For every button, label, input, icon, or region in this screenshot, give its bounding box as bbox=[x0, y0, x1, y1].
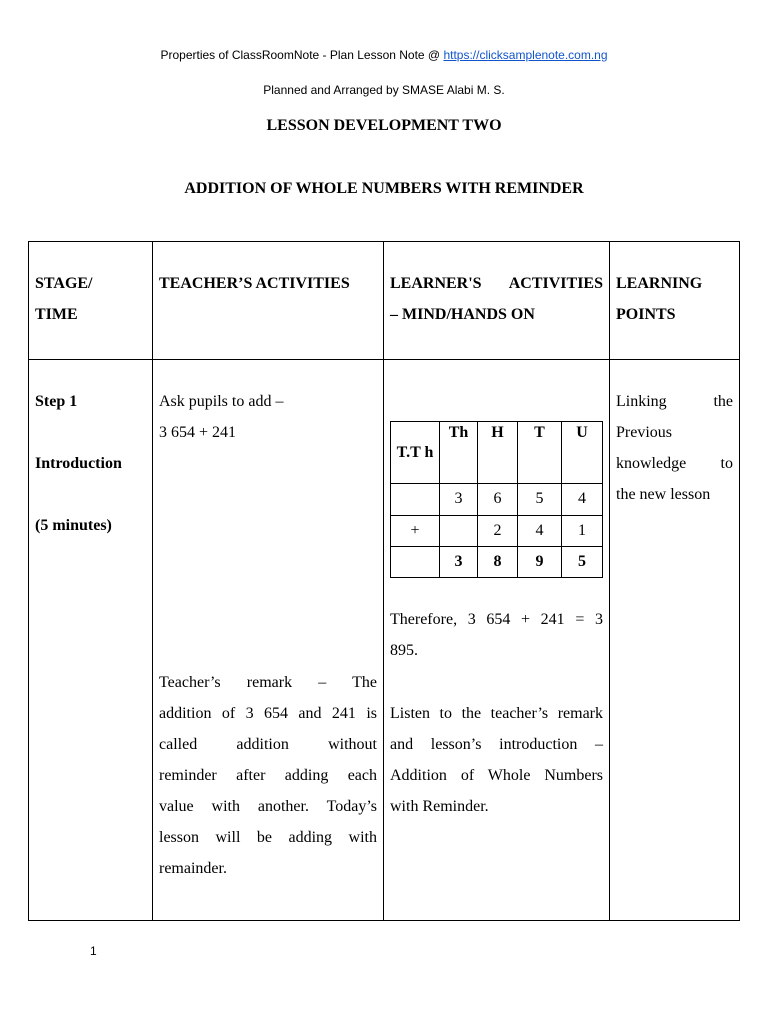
stage-time: (5 minutes) bbox=[35, 517, 112, 534]
header-time: TIME bbox=[35, 306, 78, 323]
header-stage: STAGE/ bbox=[35, 275, 93, 292]
topic-title: ADDITION OF WHOLE NUMBERS WITH REMINDER bbox=[184, 180, 584, 197]
listen-line: Listen to the teacher’s remark bbox=[390, 705, 603, 722]
teacher-task-line2: 3 654 + 241 bbox=[159, 424, 237, 441]
header-link[interactable]: https://clicksamplenote.com.ng bbox=[443, 48, 608, 62]
header-learner-line1: LEARNER'S ACTIVITIES bbox=[390, 275, 603, 292]
lesson-table bbox=[28, 241, 740, 921]
document-header-line1 bbox=[0, 48, 768, 62]
place-value-cell bbox=[391, 484, 440, 515]
points-line: Previous bbox=[616, 424, 672, 441]
place-value-cell bbox=[391, 546, 440, 577]
header-points-line2: POINTS bbox=[616, 306, 676, 323]
teacher-remark bbox=[159, 667, 377, 884]
place-value-cell: 2 bbox=[478, 515, 518, 546]
place-value-cell: 3 bbox=[440, 484, 478, 515]
header-learner-line2: – MIND/HANDS ON bbox=[390, 306, 535, 323]
place-value-cell: 4 bbox=[562, 484, 603, 515]
place-value-row bbox=[391, 515, 603, 546]
listen-line: and lesson’s introduction – bbox=[390, 736, 603, 753]
header-points bbox=[616, 268, 702, 330]
header-learner bbox=[390, 268, 603, 330]
listen-line: with Reminder. bbox=[390, 798, 489, 815]
place-value-cell: 5 bbox=[562, 546, 603, 577]
header-stage-time bbox=[35, 268, 93, 330]
column-divider bbox=[152, 241, 153, 921]
place-value-header: T bbox=[518, 422, 562, 484]
place-value-cell: 9 bbox=[518, 546, 562, 577]
place-value-header: H bbox=[478, 422, 518, 484]
page-number: 1 bbox=[90, 944, 97, 958]
place-value-header: Th bbox=[440, 422, 478, 484]
header-row-divider bbox=[28, 359, 740, 360]
remark-line: called addition without bbox=[159, 736, 377, 753]
header-teacher: TEACHER’S ACTIVITIES bbox=[159, 275, 350, 292]
learner-listen bbox=[390, 698, 603, 822]
place-value-cell: 3 bbox=[440, 546, 478, 577]
remark-line: remainder. bbox=[159, 860, 227, 877]
remark-line: Teacher’s remark – The bbox=[159, 674, 377, 691]
stage-step: Step 1 bbox=[35, 393, 78, 410]
learner-therefore bbox=[390, 604, 603, 666]
header-text: Properties of ClassRoomNote - Plan Lesson Note @ bbox=[160, 48, 444, 62]
place-value-cell: + bbox=[391, 515, 440, 546]
place-value-cell: 4 bbox=[518, 515, 562, 546]
place-value-header-row bbox=[391, 422, 603, 484]
remark-line: lesson will be adding with bbox=[159, 829, 377, 846]
place-value-cell: 5 bbox=[518, 484, 562, 515]
place-value-cell: 8 bbox=[478, 546, 518, 577]
place-value-table bbox=[390, 421, 603, 578]
place-value-cell: 1 bbox=[562, 515, 603, 546]
learning-points bbox=[616, 386, 733, 510]
place-value-header: T.T h bbox=[391, 422, 440, 484]
header-points-line1: LEARNING bbox=[616, 275, 703, 292]
place-value-header: U bbox=[562, 422, 603, 484]
points-line: knowledge to bbox=[616, 455, 733, 472]
stage-name: Introduction bbox=[35, 455, 122, 472]
column-divider bbox=[609, 241, 610, 921]
points-line: Linking the bbox=[616, 393, 733, 410]
place-value-cell: 6 bbox=[478, 484, 518, 515]
listen-line: Addition of Whole Numbers bbox=[390, 767, 603, 784]
place-value-cell bbox=[440, 515, 478, 546]
teacher-task-line1: Ask pupils to add – bbox=[159, 393, 284, 410]
remark-line: reminder after adding each bbox=[159, 767, 377, 784]
therefore-line: Therefore, 3 654 + 241 = 3 bbox=[390, 611, 603, 628]
column-divider bbox=[383, 241, 384, 921]
lesson-title: LESSON DEVELOPMENT TWO bbox=[266, 117, 502, 134]
therefore-line: 895. bbox=[390, 642, 418, 659]
teacher-task bbox=[159, 386, 283, 448]
remark-line: addition of 3 654 and 241 is bbox=[159, 705, 377, 722]
remark-line: value with another. Today’s bbox=[159, 798, 377, 815]
document-header-line2: Planned and Arranged by SMASE Alabi M. S. bbox=[263, 83, 505, 97]
place-value-sum-row bbox=[391, 546, 603, 577]
place-value-row bbox=[391, 484, 603, 515]
points-line: the new lesson bbox=[616, 486, 711, 503]
